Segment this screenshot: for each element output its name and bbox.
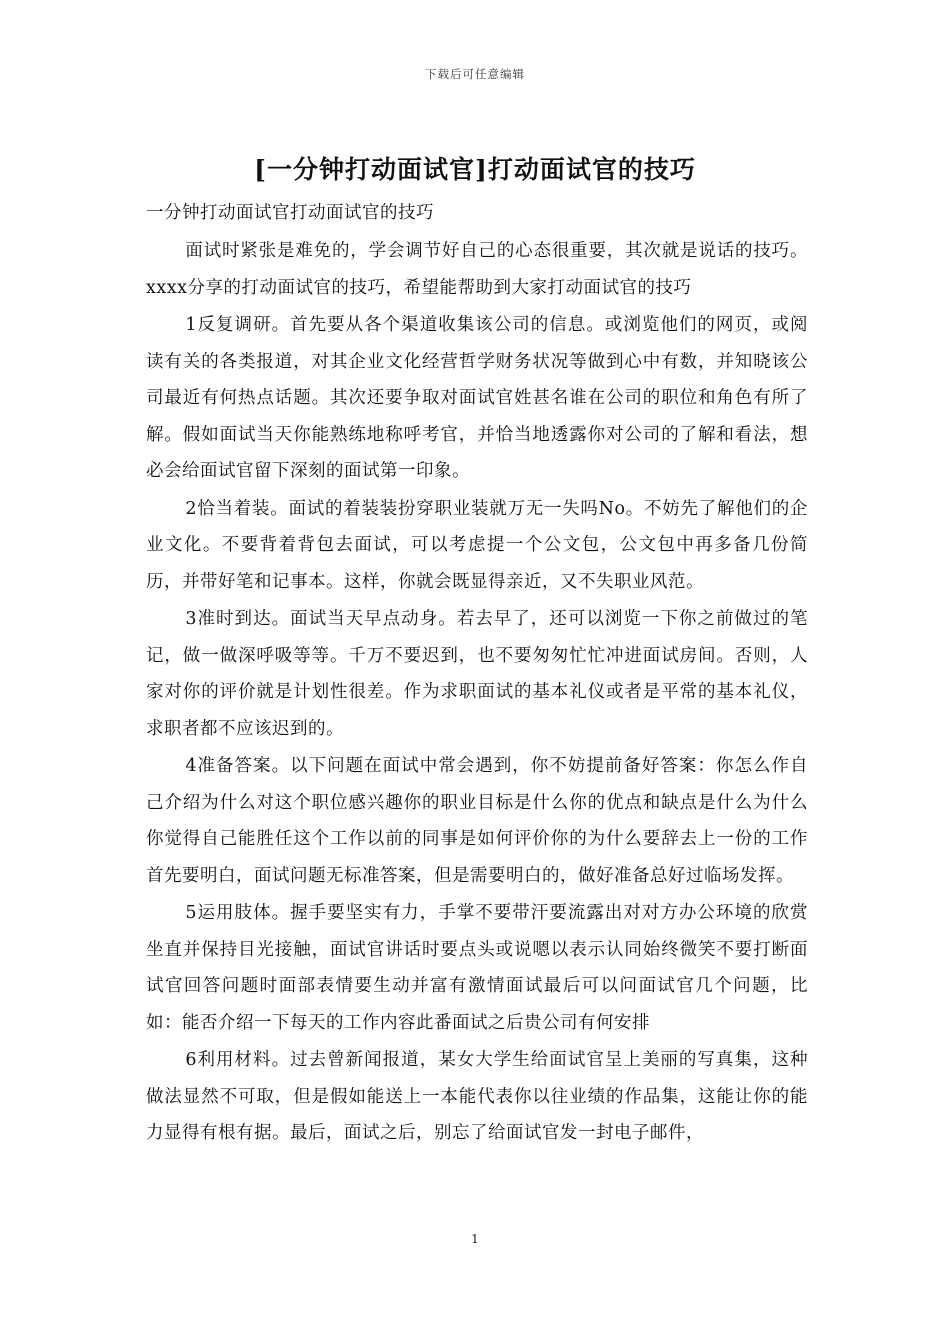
document-title: [一分钟打动面试官]打动面试官的技巧 — [254, 155, 696, 184]
page-number: 1 — [471, 1232, 479, 1246]
paragraph-intro: 面试时紧张是难免的，学会调节好自己的心态很重要，其次就是说话的技巧。xxxx分享的打动面试官的技巧，希望能帮助到大家打动面试官的技巧 — [146, 241, 808, 298]
paragraph-prepare-answers: 4准备答案。以下问题在面试中常会遇到，你不妨提前备好答案：你怎么作自己介绍为什么对这个职位感兴趣你的职业目标是什么你的优点和缺点是什么为什么你觉得自己能胜任这个工作以前的同事是如何评价你的为什么要辞去上一份的工作首先要明白，面试问题无标准答案，但是需要明白的，做好准备总好过临场发挥。 — [146, 756, 808, 886]
paragraph-attire: 2恰当着装。面试的着装装扮穿职业装就万无一失吗No。不妨先了解他们的企业文化。不要背着背包去面试，可以考虑提一个公文包，公文包中再多备几份简历，并带好笔和记事本。这样，你就会既显得亲近，又不失职业风范。 — [146, 498, 808, 592]
paragraph-body-language: 5运用肢体。握手要坚实有力，手掌不要带汗要流露出对对方办公环境的欣赏坐直并保持目光接触，面试官讲话时要点头或说嗯以表示认同始终微笑不要打断面试官回答问题时面部表情要生动并富有激情面试最后可以问面试官几个问题，比如：能否介绍一下每天的工作内容此番面试之后贵公司有何安排 — [146, 903, 808, 1033]
page-header: 下载后可任意编辑 — [425, 67, 525, 81]
paragraph-use-materials: 6利用材料。过去曾新闻报道，某女大学生给面试官呈上美丽的写真集，这种做法显然不可取，但是假如能送上一本能代表你以往业绩的作品集，这能让你的能力显得有根有据。最后，面试之后，别忘了给面试官发一封电子邮件， — [146, 1050, 808, 1143]
document-body — [146, 198, 808, 1152]
document-subtitle: 一分钟打动面试官打动面试官的技巧 — [146, 203, 434, 223]
paragraph-punctuality: 3准时到达。面试当天早点动身。若去早了，还可以浏览一下你之前做过的笔记，做一做深呼吸等等。千万不要迟到，也不要匆匆忙忙冲进面试房间。否则，人家对你的评价就是计划性很差。作为求职面试的基本礼仪或者是平常的基本礼仪，求职者都不应该迟到的。 — [146, 609, 808, 739]
paragraph-research: 1反复调研。首先要从各个渠道收集该公司的信息。或浏览他们的网页，或阅读有关的各类报道，对其企业文化经营哲学财务状况等做到心中有数，并知晓该公司最近有何热点话题。其次还要争取对面试官姓甚名谁在公司的职位和角色有所了解。假如面试当天你能熟练地称呼考官，并恰当地透露你对公司的了解和看法，想必会给面试官留下深刻的面试第一印象。 — [146, 315, 808, 481]
